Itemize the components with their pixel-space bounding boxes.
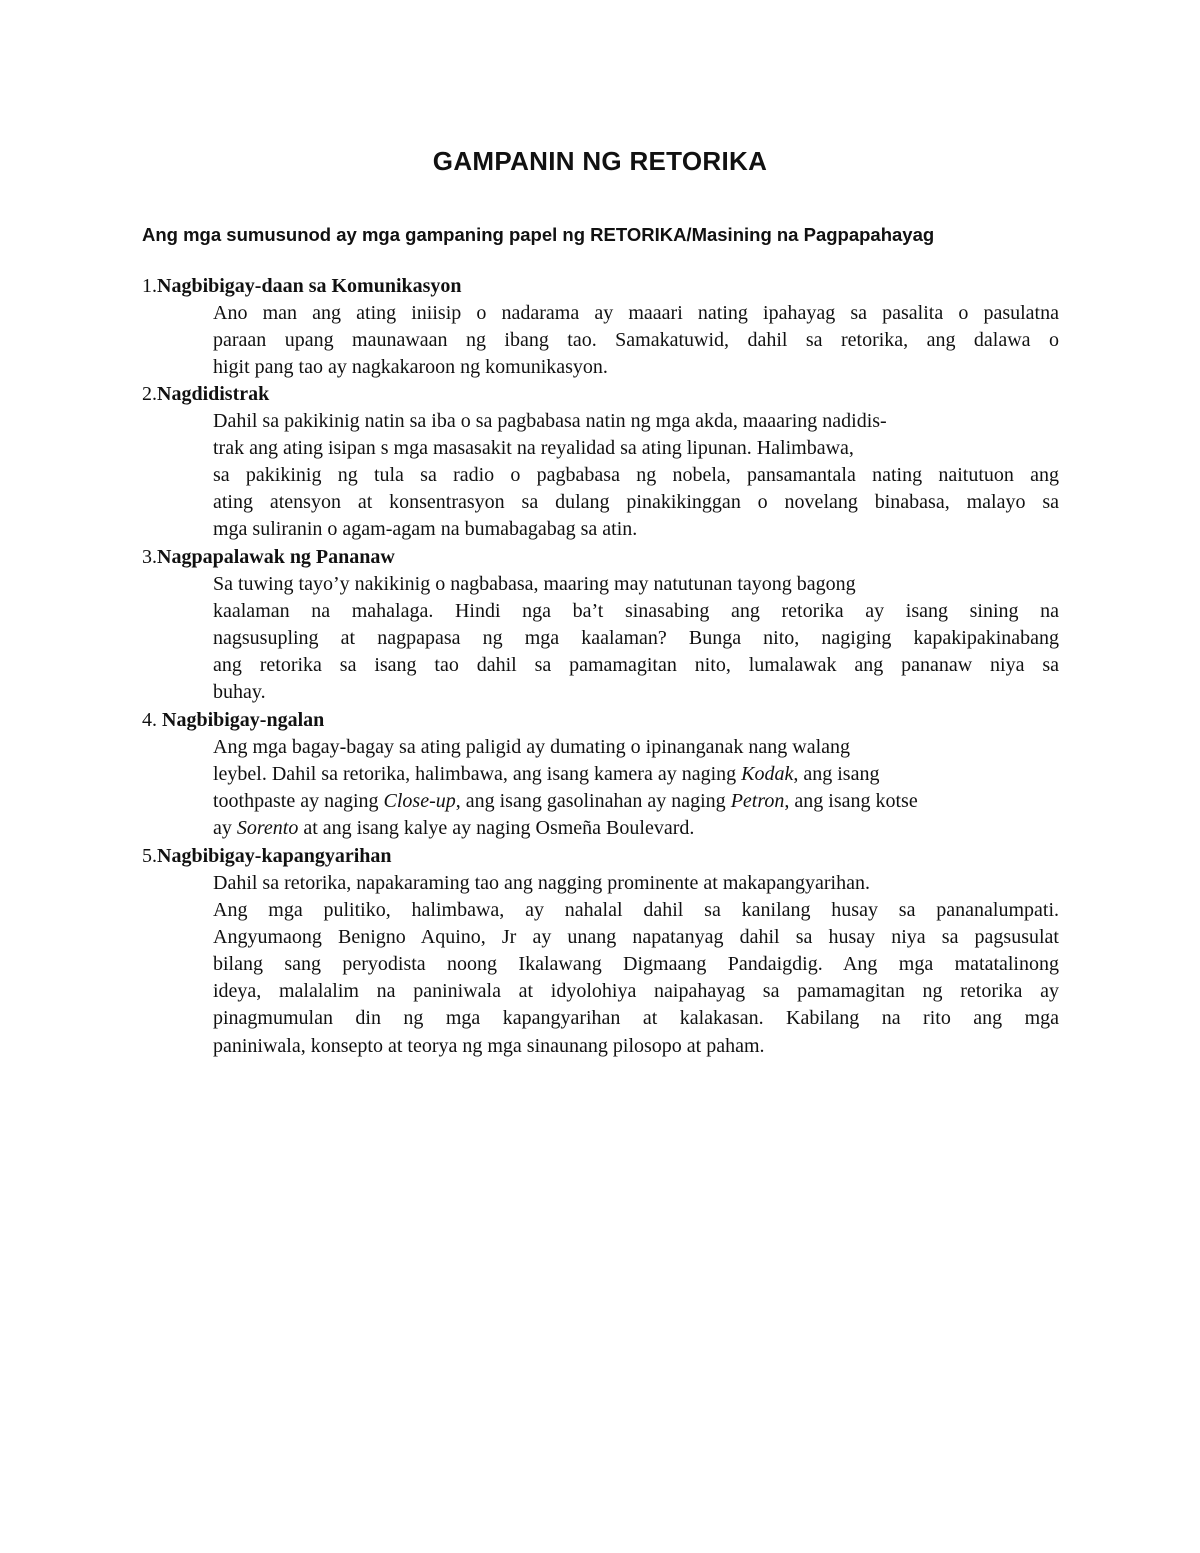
section-title: Nagbibigay-daan sa Komunikasyon [157, 275, 462, 297]
body-line [213, 761, 1059, 788]
body-text: at ang isang kalye ay naging Osmeña Boulevard. [303, 817, 695, 840]
section-4 [142, 707, 1062, 842]
document-title: GAMPANIN NG RETORIKA [432, 146, 768, 176]
section-heading [142, 544, 1062, 571]
body-line: Angyumaong Benigno Aquino, Jr ay unang napatanyag dahil sa husay niya sa pagsusulat [213, 926, 1059, 949]
section-3 [142, 544, 1062, 706]
body-line: Ano man ang ating iniisip o nadarama ay maaari nating ipahayag sa pasalita o pasulatna [213, 302, 1059, 324]
intro-text: Ang mga sumusunod ay mga gampaning papel ng RETORIKA/Masining na Pagpapahayag [142, 224, 935, 245]
body-line: ideya, malalalim na paniniwala at idyolohiya naipahayag sa pamamagitan ng retorika ay [213, 980, 1059, 1003]
body-text: , ang isang gasolinahan ay naging [455, 790, 726, 813]
body-line: buhay. [213, 681, 266, 704]
body-line: pinagmumulan din ng mga kapangyarihan at kalakasan. Kabilang na rito ang mga [213, 1007, 1059, 1030]
section-heading [142, 843, 1062, 870]
section-1 [142, 273, 1062, 381]
section-number: 1. [142, 275, 157, 297]
brand-name: Kodak [741, 763, 794, 786]
body-line: bilang sang peryodista noong Ikalawang Digmaang Pandaigdig. Ang mga matatalinong [213, 953, 1059, 976]
section-heading [142, 707, 1062, 734]
body-line: nagsusupling at nagpapasa ng mga kaalaman? Bunga nito, nagiging kapakipakinabang [213, 627, 1059, 650]
section-title: Nagbibigay-kapangyarihan [157, 845, 392, 867]
body-line: Dahil sa pakikinig natin sa iba o sa pagbabasa natin ng mga akda, maaaring nadidis- [213, 410, 887, 432]
section-title: Nagpapalawak ng Pananaw [157, 546, 395, 568]
body-line: trak ang ating isipan s mga masasakit na reyalidad sa ating lipunan. Halimbawa, [213, 437, 854, 460]
section-number: 2. [142, 383, 157, 405]
section-body [213, 408, 1059, 543]
body-text: ay [213, 817, 232, 840]
section-number: 5. [142, 845, 157, 867]
body-text: toothpaste ay naging [213, 790, 379, 813]
brand-name: Petron [730, 790, 785, 813]
body-line: ang retorika sa isang tao dahil sa pamamagitan nito, lumalawak ang pananaw niya sa [213, 654, 1059, 677]
section-body [213, 734, 1059, 842]
body-line: Ang mga pulitiko, halimbawa, ay nahalal dahil sa kanilang husay sa pananalumpati. [213, 899, 1059, 922]
brand-name: Sorento [236, 817, 299, 840]
body-line: Dahil sa retorika, napakaraming tao ang nagging prominente at makapangyarihan. [213, 872, 870, 894]
section-title: Nagbibigay-ngalan [162, 709, 325, 731]
brand-name: Close-up [383, 790, 456, 813]
section-number: 3. [142, 546, 157, 568]
body-line [213, 815, 1059, 842]
section-title: Nagdidistrak [157, 383, 270, 405]
body-line: kaalaman na mahalaga. Hindi nga ba’t sinasabing ang retorika ay isang sining na [213, 600, 1059, 623]
section-body [213, 571, 1059, 706]
body-line: Ang mga bagay-bagay sa ating paligid ay dumating o ipinanganak nang walang [213, 736, 851, 758]
body-line: ating atensyon at konsentrasyon sa dulang pinakikinggan o novelang binabasa, malayo sa [213, 491, 1059, 514]
body-line [213, 788, 1059, 815]
section-body [213, 300, 1059, 381]
body-line: higit pang tao ay nagkakaroon ng komunikasyon. [213, 356, 608, 379]
body-line: sa pakikinig ng tula sa radio o pagbabasa ng nobela, pansamantala nating naitutuon ang [213, 464, 1059, 487]
section-heading [142, 381, 1062, 408]
body-line: paraan upang maunawaan ng ibang tao. Samakatuwid, dahil sa retorika, ang dalawa o [213, 329, 1059, 352]
body-text: , ang isang [793, 763, 880, 786]
body-text: leybel. Dahil sa retorika, halimbawa, ang isang kamera ay naging [213, 763, 737, 786]
body-text: , ang isang kotse [784, 790, 918, 813]
body-line: Sa tuwing tayo’y nakikinig o nagbabasa, maaring may natutunan tayong bagong [213, 573, 856, 595]
body-line: paniniwala, konsepto at teorya ng mga sinaunang pilosopo at paham. [213, 1034, 765, 1057]
section-body [213, 870, 1059, 1060]
section-2 [142, 381, 1062, 543]
section-number: 4. [142, 709, 162, 731]
section-heading [142, 273, 1062, 300]
section-5 [142, 843, 1062, 1060]
body-line: mga suliranin o agam-agam na bumabagabag sa atin. [213, 518, 638, 541]
